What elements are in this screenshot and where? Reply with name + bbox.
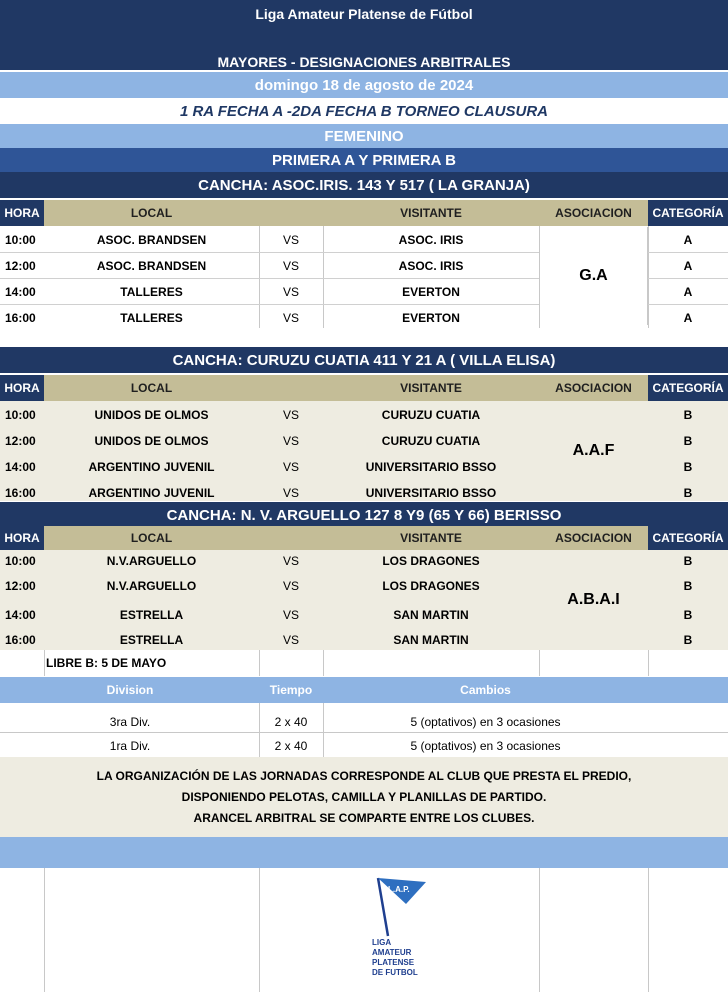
home-team: ARGENTINO JUVENIL xyxy=(88,460,215,474)
match-time: 12:00 xyxy=(5,258,36,273)
home-team: ESTRELLA xyxy=(119,608,184,622)
footer-band xyxy=(0,837,728,868)
venue-name: CANCHA: N. V. ARGUELLO 127 8 Y9 (65 Y 66) BERISSO xyxy=(166,506,562,524)
away-team: LOS DRAGONES xyxy=(382,554,480,568)
match-category: B xyxy=(683,486,693,500)
organization-note xyxy=(0,757,728,837)
home-team: N.V.ARGUELLO xyxy=(106,579,197,593)
versus: VS xyxy=(282,460,299,474)
col-hora: HORA xyxy=(0,526,44,550)
league-logo xyxy=(366,876,436,988)
away-team: CURUZU CUATIA xyxy=(381,408,481,422)
versus: VS xyxy=(282,633,299,647)
home-team: ASOC. BRANDSEN xyxy=(96,232,207,247)
col-visitante: VISITANTE xyxy=(400,531,462,545)
match-time: 12:00 xyxy=(5,579,36,593)
match-category: B xyxy=(683,434,693,448)
versus: VS xyxy=(282,311,299,325)
rules-col-tiempo: Tiempo xyxy=(269,683,313,697)
logo-line: AMATEUR xyxy=(372,948,412,957)
col-categoria: CATEGORÍA xyxy=(648,375,728,401)
col-asociacion: ASOCIACION xyxy=(555,381,632,395)
match-category: B xyxy=(683,460,693,474)
match-category: B xyxy=(683,633,693,647)
col-categoria: CATEGORÍA xyxy=(648,526,728,550)
association-name: A.B.A.I xyxy=(567,591,620,608)
flag-icon xyxy=(366,876,436,938)
table-header-1 xyxy=(0,200,728,226)
rules-row xyxy=(0,734,728,758)
rules-cambios: 5 (optativos) en 3 ocasiones xyxy=(410,715,561,729)
rules-col-cambios: Cambios xyxy=(460,683,511,697)
away-team: CURUZU CUATIA xyxy=(381,434,481,448)
versus: VS xyxy=(282,284,299,299)
away-team: UNIVERSITARIO BSSO xyxy=(365,486,497,500)
note-line: LA ORGANIZACIÓN DE LAS JORNADAS CORRESPONDE AL CLUB QUE PRESTA EL PREDIO, xyxy=(96,768,632,783)
rules-header xyxy=(0,677,728,703)
libre-note: LIBRE B: 5 DE MAYO xyxy=(46,650,170,676)
note-line: ARANCEL ARBITRAL SE COMPARTE ENTRE LOS CLUBES. xyxy=(193,810,535,825)
col-visitante: VISITANTE xyxy=(400,206,462,220)
away-team: EVERTON xyxy=(402,284,460,299)
category-band xyxy=(0,124,728,148)
association-name: G.A xyxy=(539,227,648,325)
subtitle-line xyxy=(0,52,728,72)
versus: VS xyxy=(282,579,299,593)
col-visitante: VISITANTE xyxy=(400,381,462,395)
col-local: LOCAL xyxy=(130,381,173,395)
away-team: EVERTON xyxy=(402,311,460,325)
match-category: B xyxy=(683,408,693,422)
rules-division: 3ra Div. xyxy=(109,715,151,729)
rules-tiempo: 2 x 40 xyxy=(274,715,308,729)
match-time: 16:00 xyxy=(5,311,36,325)
rules-col-division: Division xyxy=(106,683,154,697)
home-team: TALLERES xyxy=(120,284,183,299)
match-time: 16:00 xyxy=(5,633,36,647)
venue-title-2 xyxy=(0,347,728,373)
match-time: 10:00 xyxy=(5,232,36,247)
table-header-3 xyxy=(0,526,728,550)
home-team: ARGENTINO JUVENIL xyxy=(88,486,215,500)
home-team: UNIDOS DE OLMOS xyxy=(94,434,209,448)
match-time: 10:00 xyxy=(5,408,36,422)
versus: VS xyxy=(282,408,299,422)
match-category: A xyxy=(683,284,693,299)
col-asociacion: ASOCIACION xyxy=(555,531,632,545)
category-title: FEMENINO xyxy=(324,127,404,145)
association-name: A.A.F xyxy=(572,442,615,459)
logo-line: DE FUTBOL xyxy=(372,968,418,977)
table-header-2 xyxy=(0,375,728,401)
page-subtitle: MAYORES - DESIGNACIONES ARBITRALES xyxy=(217,54,511,70)
home-team: UNIDOS DE OLMOS xyxy=(94,408,209,422)
match-category: B xyxy=(683,608,693,622)
league-title: Liga Amateur Platense de Fútbol xyxy=(255,6,473,22)
logo-line: LIGA xyxy=(372,938,392,947)
rules-cambios: 5 (optativos) en 3 ocasiones xyxy=(410,739,561,753)
match-time: 14:00 xyxy=(5,608,36,622)
match-time: 16:00 xyxy=(5,486,36,500)
match-time: 14:00 xyxy=(5,460,36,474)
col-asociacion: ASOCIACION xyxy=(555,206,632,220)
logo-line: PLATENSE xyxy=(372,958,415,967)
match-category: A xyxy=(683,258,693,273)
match-time: 14:00 xyxy=(5,284,36,299)
date-band xyxy=(0,72,728,98)
divisions-title: PRIMERA A Y PRIMERA B xyxy=(272,151,456,169)
away-team: SAN MARTIN xyxy=(393,633,469,647)
venue-title-1 xyxy=(0,172,728,198)
note-line: DISPONIENDO PELOTAS, CAMILLA Y PLANILLAS DE PARTIDO. xyxy=(181,789,547,804)
match-category: A xyxy=(683,232,693,247)
rules-tiempo: 2 x 40 xyxy=(274,739,308,753)
home-team: ESTRELLA xyxy=(119,633,184,647)
col-local: LOCAL xyxy=(130,531,173,545)
away-team: LOS DRAGONES xyxy=(382,579,480,593)
versus: VS xyxy=(282,486,299,500)
away-team: UNIVERSITARIO BSSO xyxy=(365,460,497,474)
venue-name: CANCHA: ASOC.IRIS. 143 Y 517 ( LA GRANJA) xyxy=(198,176,530,194)
venue-name: CANCHA: CURUZU CUATIA 411 Y 21 A ( VILLA ELISA) xyxy=(172,351,556,369)
col-categoria: CATEGORÍA xyxy=(648,200,728,226)
match-category: B xyxy=(683,554,693,568)
col-hora: HORA xyxy=(0,375,44,401)
col-hora: HORA xyxy=(0,200,44,226)
away-team: SAN MARTIN xyxy=(393,608,469,622)
versus: VS xyxy=(282,232,299,247)
match-date: domingo 18 de agosto de 2024 xyxy=(254,76,474,94)
venue-title-3 xyxy=(0,502,728,528)
match-category: A xyxy=(683,311,693,325)
home-team: TALLERES xyxy=(120,311,183,325)
divisions-band xyxy=(0,148,728,172)
round-band xyxy=(0,98,728,124)
away-team: ASOC. IRIS xyxy=(398,232,464,247)
versus: VS xyxy=(282,554,299,568)
away-team: ASOC. IRIS xyxy=(398,258,464,273)
round-title: 1 RA FECHA A -2DA FECHA B TORNEO CLAUSURA xyxy=(179,102,549,120)
versus: VS xyxy=(282,608,299,622)
flag-text: L.A.P. xyxy=(388,885,410,894)
match-time: 10:00 xyxy=(5,554,36,568)
home-team: ASOC. BRANDSEN xyxy=(96,258,207,273)
col-local: LOCAL xyxy=(130,206,173,220)
home-team: N.V.ARGUELLO xyxy=(106,554,197,568)
versus: VS xyxy=(282,434,299,448)
rules-row xyxy=(0,710,728,734)
match-time: 12:00 xyxy=(5,434,36,448)
rules-division: 1ra Div. xyxy=(109,739,151,753)
match-category: B xyxy=(683,579,693,593)
versus: VS xyxy=(282,258,299,273)
